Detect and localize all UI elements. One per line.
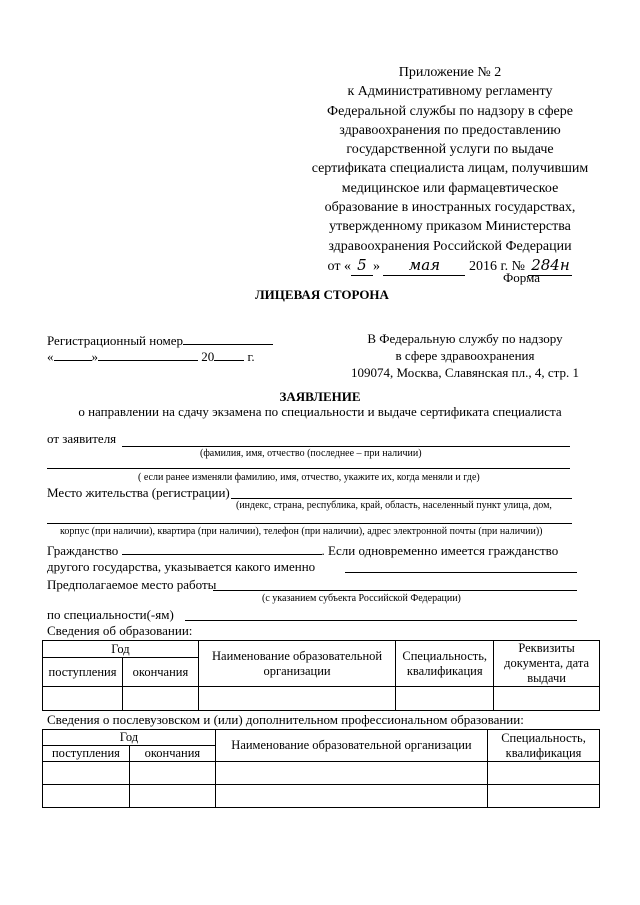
- graduation-header: окончания: [129, 746, 215, 762]
- education-label: Сведения об образовании:: [47, 623, 193, 638]
- other-state-label: другого государства, указывается какого именно: [47, 559, 316, 574]
- annex-line: к Административному регламенту: [347, 84, 553, 100]
- workplace-note: (с указанием субъекта Российской Федерации): [262, 593, 461, 604]
- citizenship-line: [47, 540, 558, 559]
- document-subtitle: о направлении на сдачу экзамена по специальности и выдаче сертификата специалиста: [78, 404, 562, 419]
- annex-line: здравоохранения Российской Федерации: [328, 238, 572, 254]
- admission-header: поступления: [43, 658, 123, 687]
- applicant-field[interactable]: [122, 446, 570, 447]
- annex-line: Приложение № 2: [398, 65, 502, 80]
- form-label: Форма: [503, 270, 540, 285]
- workplace-field[interactable]: [213, 590, 577, 591]
- specialty-header: Специальность, квалификация: [488, 730, 600, 762]
- registration-month-field[interactable]: [98, 346, 198, 361]
- recipient-line: в сфере здравоохранения: [395, 348, 535, 363]
- residence-label: Место жительства (регистрации): [47, 485, 230, 500]
- table-cell[interactable]: [488, 785, 600, 808]
- applicant-label: от заявителя: [47, 431, 117, 446]
- registration-number-label: Регистрационный номер: [47, 333, 183, 348]
- table-cell[interactable]: [198, 687, 395, 711]
- year-header: Год: [43, 641, 199, 658]
- table-cell[interactable]: [43, 762, 130, 785]
- residence-note: (индекс, страна, республика, край, область, населенный пункт улица, дом,: [236, 500, 552, 511]
- table-row: [43, 687, 600, 711]
- date-close: »: [91, 349, 98, 364]
- recipient-line: В Федеральную службу по надзору: [367, 331, 563, 346]
- education-table: [42, 640, 600, 711]
- document-title: ЗАЯВЛЕНИЕ: [279, 389, 361, 404]
- table-cell[interactable]: [129, 762, 215, 785]
- annex-line: медицинское или фармацевтическое: [341, 180, 559, 196]
- specialty-label: по специальности(-ям): [47, 607, 174, 622]
- table-row: [43, 785, 600, 808]
- table-cell[interactable]: [215, 785, 487, 808]
- admission-header: поступления: [43, 746, 130, 762]
- address-note: корпус (при наличии), квартира (при наличии), телефон (при наличии), адрес электронной почты (при наличии)): [60, 526, 543, 537]
- citizenship-tail: . Если одновременно имеется гражданство: [321, 543, 559, 558]
- document-header: Реквизиты документа, дата выдачи: [494, 641, 600, 687]
- date-prefix: от «: [327, 258, 351, 274]
- date-mid: »: [372, 258, 380, 274]
- handwritten-number: 284н: [528, 256, 572, 276]
- annex-line: образование в иностранных государствах,: [324, 200, 576, 216]
- table-cell[interactable]: [488, 762, 600, 785]
- annex-line: утвержденному приказом Министерства: [329, 219, 571, 235]
- registration-number-field[interactable]: [183, 330, 273, 345]
- year-prefix: 20: [201, 349, 215, 364]
- annex-line: здравоохранения по предоставлению: [339, 122, 561, 138]
- citizenship-label: Гражданство: [47, 543, 119, 558]
- organization-header: Наименование образовательной организации: [198, 641, 395, 687]
- graduation-header: окончания: [122, 658, 198, 687]
- table-cell[interactable]: [43, 785, 130, 808]
- table-row: [43, 762, 600, 785]
- handwritten-month: мая: [383, 256, 465, 276]
- annex-line: государственной услуги по выдаче: [346, 142, 554, 158]
- registration-date: [47, 346, 255, 365]
- annex-block: [260, 63, 640, 276]
- citizenship-field[interactable]: [122, 540, 322, 555]
- year-header: Год: [43, 730, 216, 746]
- specialty-header: Специальность, квалификация: [396, 641, 494, 687]
- annex-date-line: [260, 256, 640, 276]
- table-cell[interactable]: [215, 762, 487, 785]
- date-open: «: [47, 349, 54, 364]
- year-suffix: г.: [247, 349, 255, 364]
- postgrad-label: Сведения о послевузовском и (или) дополнительном профессиональном образовании:: [47, 712, 524, 727]
- handwritten-day: 5: [351, 256, 373, 276]
- annex-line: Федеральной службы по надзору в сфере: [327, 103, 573, 119]
- table-cell[interactable]: [122, 687, 198, 711]
- residence-field[interactable]: [231, 498, 572, 499]
- organization-header: Наименование образовательной организации: [215, 730, 487, 762]
- other-state-field[interactable]: [345, 572, 577, 573]
- annex-line: сертификата специалиста лицам, получившим: [311, 161, 589, 177]
- applicant-note: (фамилия, имя, отчество (последнее – при наличии): [200, 448, 422, 459]
- workplace-label: Предполагаемое место работы: [47, 577, 217, 592]
- recipient-block: [300, 330, 630, 381]
- specialty-field[interactable]: [185, 620, 577, 621]
- table-cell[interactable]: [129, 785, 215, 808]
- table-cell[interactable]: [43, 687, 123, 711]
- recipient-line: 109074, Москва, Славянская пл., 4, стр. 1: [351, 365, 579, 380]
- registration-year-field[interactable]: [214, 346, 244, 361]
- date-year: 2016 г. №: [468, 258, 525, 274]
- registration-day-field[interactable]: [54, 346, 92, 361]
- side-title: ЛИЦЕВАЯ СТОРОНА: [255, 287, 389, 302]
- former-name-note: ( если ранее изменяли фамилию, имя, отчество, укажите их, когда меняли и где): [138, 472, 480, 483]
- table-cell[interactable]: [494, 687, 600, 711]
- former-name-field[interactable]: [47, 468, 570, 469]
- address-field[interactable]: [47, 523, 572, 524]
- postgrad-table: [42, 729, 600, 808]
- table-cell[interactable]: [396, 687, 494, 711]
